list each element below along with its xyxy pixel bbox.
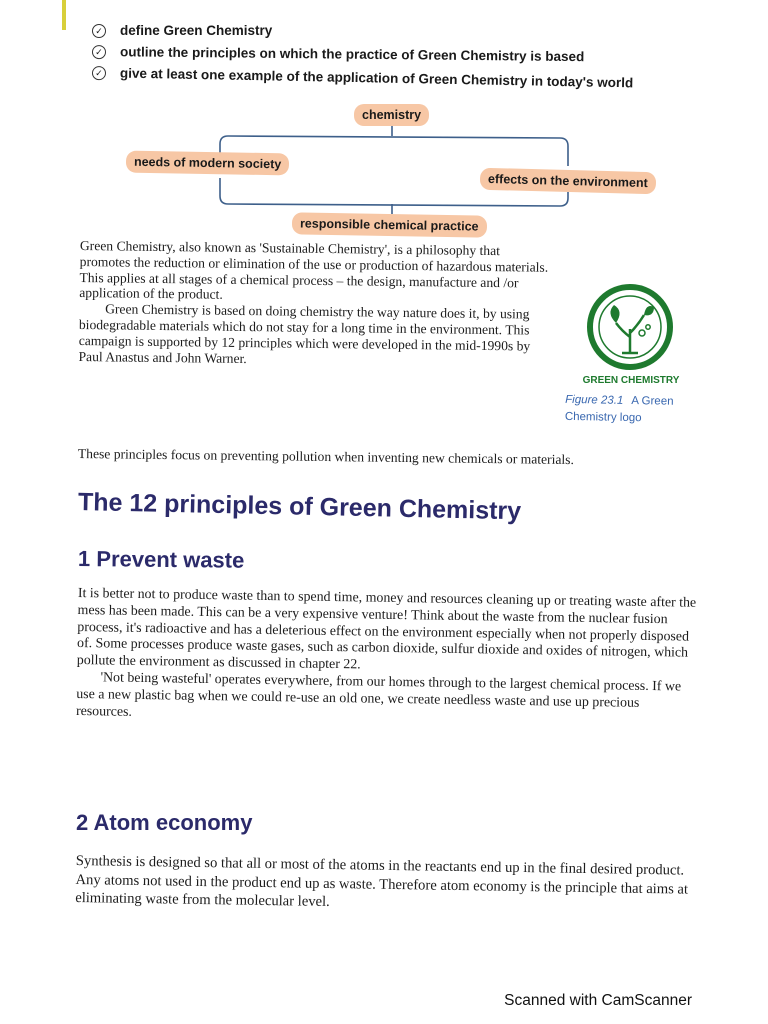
- section-title: The 12 principles of Green Chemistry: [77, 488, 522, 526]
- check-icon: ✓: [92, 45, 106, 59]
- concept-node-society: needs of modern society: [126, 151, 290, 176]
- intro-paragraph-tail: These principles focus on preventing pollution when inventing new chemicals or materials.: [77, 446, 575, 468]
- intro-text: [78, 238, 550, 370]
- concept-node-chemistry: chemistry: [354, 104, 429, 126]
- principle-heading: 1 Prevent waste: [77, 546, 245, 573]
- principle-heading: 2 Atom economy: [76, 810, 253, 835]
- concept-node-practice: responsible chemical practice: [292, 212, 487, 237]
- objective-item: ✓ outline the principles on which the practice of Green Chemistry is based: [92, 41, 692, 68]
- check-icon: ✓: [92, 66, 106, 80]
- green-chemistry-logo: [586, 283, 674, 371]
- objective-item: ✓ give at least one example of the application of Green Chemistry in today's world: [92, 62, 692, 95]
- logo-text: GREEN CHEMISTRY: [582, 375, 680, 386]
- intro-paragraph: Green Chemistry, also known as 'Sustainable Chemistry', is a philosophy that promotes the reduction or elimination of the use or production of hazardous materials. This applies at all stages of a chemical process – the design, manufacture and /or application of the product.: [79, 238, 549, 303]
- intro-paragraph: Green Chemistry is based on doing chemistry the way nature does it, by using biodegradable materials which do not stay for a long time in the environment. This campaign is supported by 12 principles which were developed in the mid-1990s by Paul Anastus and John Warner.: [78, 301, 531, 366]
- scanner-watermark: Scanned with CamScanner: [504, 992, 692, 1009]
- learning-objectives: [92, 20, 692, 91]
- principle-body: [76, 586, 698, 730]
- principle-body: [75, 852, 698, 918]
- figure-caption: [565, 392, 696, 428]
- page-edge-strip: [62, 0, 66, 30]
- figure-number: Figure 23.1: [565, 393, 624, 407]
- principle-paragraph: It is better not to produce waste than to spend time, money and resources cleaning up or treating waste after the mess has been made. This can be a very expensive venture! Think about the waste from the nuclear fusion process, it's radioactive and has a deleterious effect on the environment especially when not properly disposed of. Some processes produce waste gases, such as carbon dioxide, sulfur dioxide and oxides of nitrogen, which pollute the environment as discussed in chapter 22.: [76, 586, 697, 673]
- principle-paragraph: Synthesis is designed so that all or most of the atoms in the reactants end up in the final desired product. Any atoms not used in the product end up as waste. Therefore atom economy is the principle that aims at eliminating waste from the molecular level.: [75, 852, 689, 911]
- check-icon: ✓: [92, 24, 106, 38]
- concept-map: [120, 100, 660, 248]
- concept-node-environment: effects on the environment: [480, 168, 656, 195]
- principle-paragraph: 'Not being wasteful' operates everywhere, from our homes through to the largest chemical process. If we use a new plastic bag when we could re-use an old one, we create needless waste and use up precious resources.: [75, 670, 682, 720]
- objective-item: ✓ define Green Chemistry: [92, 20, 692, 41]
- figure-caption-text: A Green Chemistry logo: [564, 395, 674, 425]
